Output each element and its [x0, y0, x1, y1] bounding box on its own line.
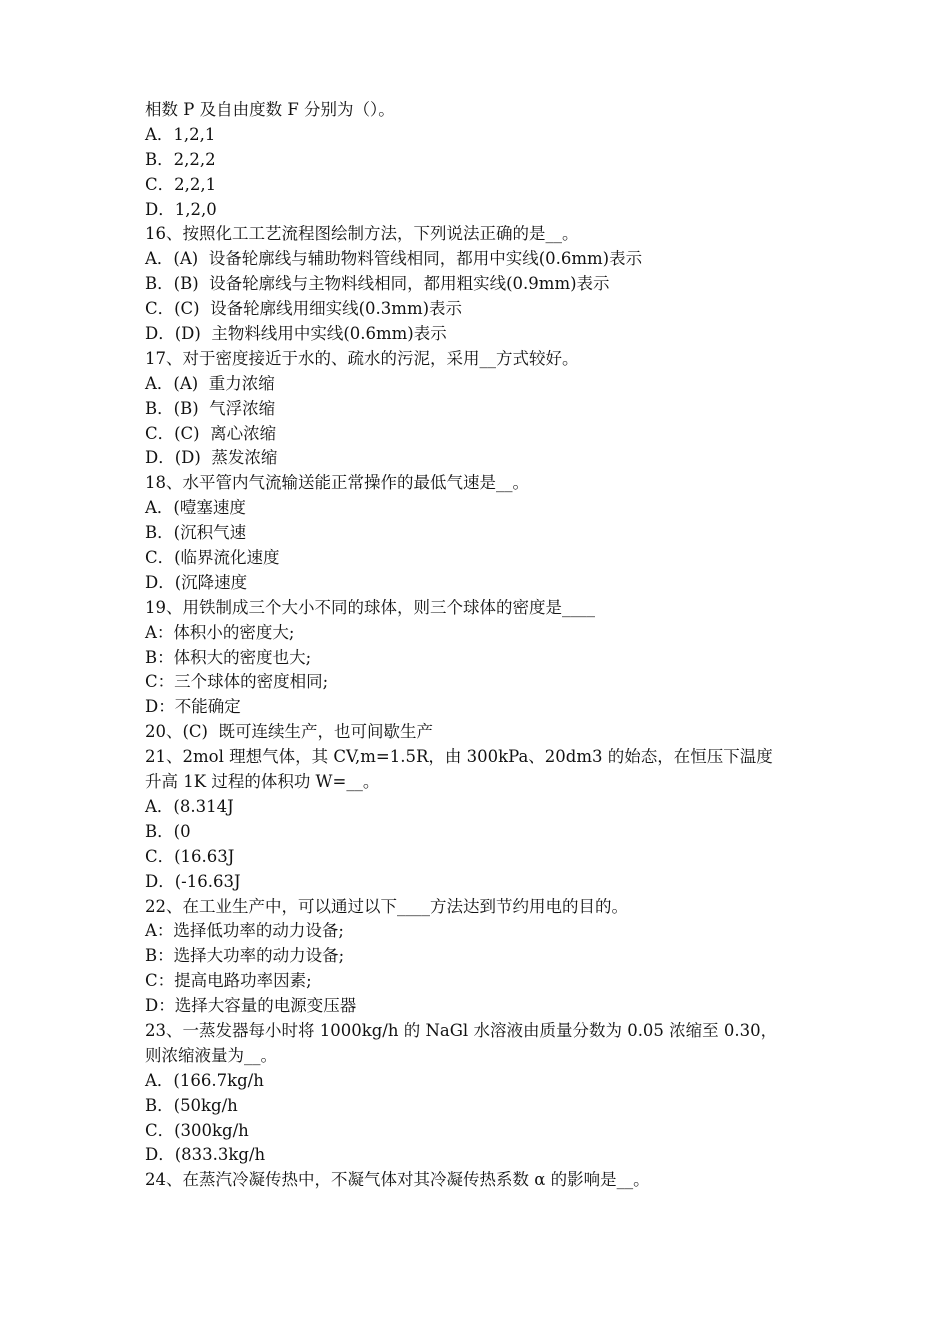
text-line: D：不能确定: [145, 697, 241, 717]
text-line: 23、一蒸发器每小时将 1000kg/h 的 NaGl 水溶液由质量分数为 0.05 浓缩至 0.30，: [145, 1020, 778, 1040]
text-line: A．(噎塞速度: [145, 498, 246, 518]
text-line: D．(833.3kg/h: [145, 1145, 266, 1165]
text-line: 升高 1K 过程的体积功 W=__。: [145, 772, 380, 792]
text-line: B．(B) 设备轮廓线与主物料线相同，都用粗实线(0.9mm)表示: [145, 274, 610, 294]
text-line: 16、按照化工工艺流程图绘制方法，下列说法正确的是__。: [145, 224, 579, 244]
text-line: A：选择低功率的动力设备;: [145, 921, 344, 941]
text-line: D．(-16.63J: [145, 871, 241, 891]
text-line: D．(D) 蒸发浓缩: [145, 448, 278, 468]
text-line: 20、(C) 既可连续生产，也可间歇生产: [145, 722, 433, 742]
text-line: B．(0: [145, 821, 191, 841]
text-line: C．(C) 离心浓缩: [145, 423, 277, 443]
text-line: B．2,2,2: [145, 149, 216, 169]
text-line: B．(B) 气浮浓缩: [145, 398, 276, 418]
text-line: C：提高电路功率因素;: [145, 971, 312, 991]
document-page: [145, 98, 825, 1193]
text-line: 22、在工业生产中，可以通过以下____方法达到节约用电的目的。: [145, 896, 628, 916]
text-line: C．2,2,1: [145, 174, 217, 194]
text-line: B：体积大的密度也大;: [145, 647, 312, 667]
text-line: C．(临界流化速度: [145, 548, 280, 568]
text-line: 24、在蒸汽冷凝传热中，不凝气体对其冷凝传热系数 α 的影响是__。: [145, 1170, 650, 1190]
text-line: 则浓缩液量为__。: [145, 1045, 277, 1065]
text-line: C．(16.63J: [145, 846, 235, 866]
text-line: C：三个球体的密度相同;: [145, 672, 329, 692]
text-line: C．(C) 设备轮廓线用细实线(0.3mm)表示: [145, 299, 463, 319]
text-line: A．(166.7kg/h: [145, 1070, 264, 1090]
text-line: B：选择大功率的动力设备;: [145, 946, 345, 966]
text-line: 19、用铁制成三个大小不同的球体，则三个球体的密度是____: [145, 597, 595, 617]
text-line: B．(50kg/h: [145, 1095, 238, 1115]
text-line: C．(300kg/h: [145, 1120, 249, 1140]
text-line: A．(A) 重力浓缩: [145, 373, 275, 393]
text-line: 18、水平管内气流输送能正常操作的最低气速是__。: [145, 473, 529, 493]
text-line: D．(D) 主物料线用中实线(0.6mm)表示: [145, 324, 447, 344]
text-line: A．(A) 设备轮廓线与辅助物料管线相同，都用中实线(0.6mm)表示: [145, 249, 643, 269]
text-line: A：体积小的密度大;: [145, 622, 295, 642]
text-line: D．(沉降速度: [145, 572, 248, 592]
text-line: A．(8.314J: [145, 796, 234, 816]
text-line: 相数 P 及自由度数 F 分别为（）。: [145, 100, 395, 119]
text-line: A．1,2,1: [145, 124, 216, 144]
text-line: D．1,2,0: [145, 199, 217, 219]
text-line: D：选择大容量的电源变压器: [145, 996, 357, 1016]
text-line: 17、对于密度接近于水的、疏水的污泥，采用__方式较好。: [145, 348, 579, 368]
text-line: B．(沉积气速: [145, 523, 247, 543]
text-line: 21、2mol 理想气体，其 CV,m=1.5R，由 300kPa、20dm3 的始态，在恒压下温度: [145, 747, 773, 767]
